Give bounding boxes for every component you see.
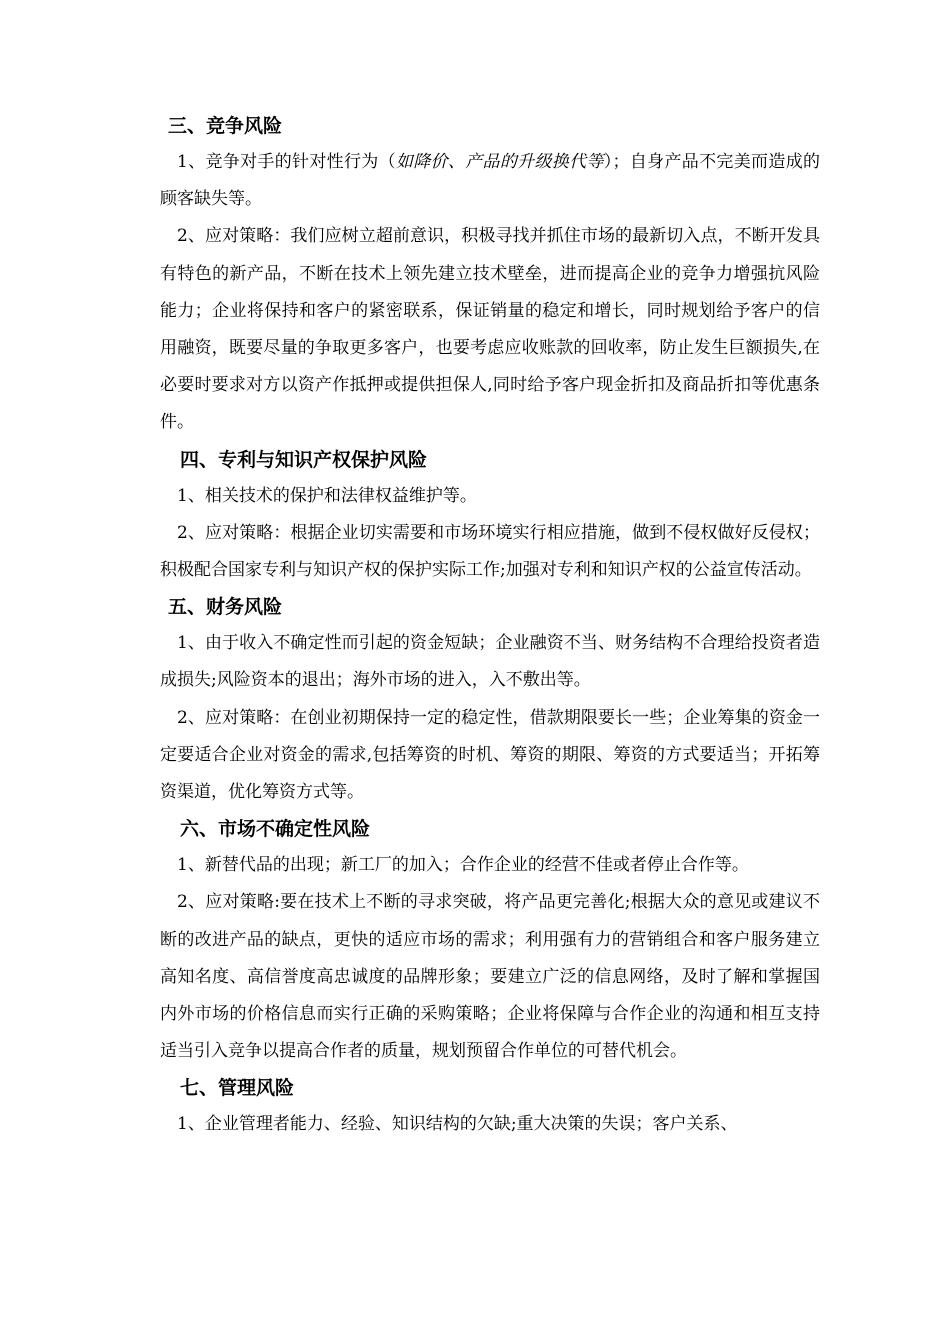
paragraph-competition-2: 2、应对策略：我们应树立超前意识，积极寻找并抓住市场的最新切入点，不断开发具有特色的新产品，不断在技术上领先建立技术壁垒，进而提高企业的竞争力增强抗风险能力；企业将保持和客户的紧密联系，保证销量的稳定和增长，同时规划给予客户的信用融资，既要尽量的争取更多客户，也要考虑应收账款的回收率，防止发生巨额损失,在必要时要求对方以资产作抵押或提供担保人,同时给予客户现金折扣及商品折扣等优惠条件。 xyxy=(160,226,820,433)
paragraph-patent-2: 2、应对策略：根据企业切实需要和市场环境实行相应措施，做到不侵权做好反侵权；积极配合国家专利与知识产权的保护实际工作;加强对专利和知识产权的公益宣传活动。 xyxy=(160,522,820,581)
paragraph-finance-2: 2、应对策略：在创业初期保持一定的稳定性，借款期限要长一些；企业筹集的资金一定要适合企业对资金的需求,包括筹资的时机、筹资的期限、筹资的方式要适当；开拓筹资渠道，优化筹资方式等。 xyxy=(160,707,820,803)
section-heading-management: 七、管理风险 xyxy=(180,1077,295,1100)
paragraph-management-1: 1、企业管理者能力、经验、知识结构的欠缺;重大决策的失误；客户关系、 xyxy=(177,1114,738,1135)
section-heading-patent: 四、专利与知识产权保护风险 xyxy=(180,448,428,471)
paragraph-text: ）；自身产品不完美而造成的顾客缺失等。 xyxy=(160,152,821,210)
paragraph-competition-1 xyxy=(160,144,820,218)
italic-example-text: 如降价、产品的升级换代等 xyxy=(395,152,604,172)
section-heading-finance: 五、财务风险 xyxy=(168,596,283,619)
paragraph-market-2: 2、应对策略:要在技术上不断的寻求突破，将产品更完善化;根据大众的意见或建议不断的改进产品的缺点，更快的适应市场的需求；利用强有力的营销组合和客户服务建立高知名度、高信誉度高忠诚度的品牌形象；要建立广泛的信息网络，及时了解和掌握国内外市场的价格信息而实行正确的采购策略；企业将保障与合作企业的沟通和相互支持适当引入竞争以提高合作者的质量，规划预留合作单位的可替代机会。 xyxy=(160,892,820,1062)
paragraph-text: 1、竞争对手的针对性行为（ xyxy=(177,152,396,172)
document-body xyxy=(160,108,820,1144)
section-heading-competition: 三、竞争风险 xyxy=(168,115,283,137)
paragraph-finance-1: 1、由于收入不确定性而引起的资金短缺；企业融资不当、财务结构不合理给投资者造成损失;风险资本的退出；海外市场的进入，入不敷出等。 xyxy=(160,633,820,691)
section-heading-market: 六、市场不确定性风险 xyxy=(180,818,371,841)
paragraph-patent-1: 1、相关技术的保护和法律权益维护等。 xyxy=(177,485,477,506)
paragraph-market-1: 1、新替代品的出现；新工厂的加入；合作企业的经营不佳或者停止合作等。 xyxy=(177,855,749,876)
